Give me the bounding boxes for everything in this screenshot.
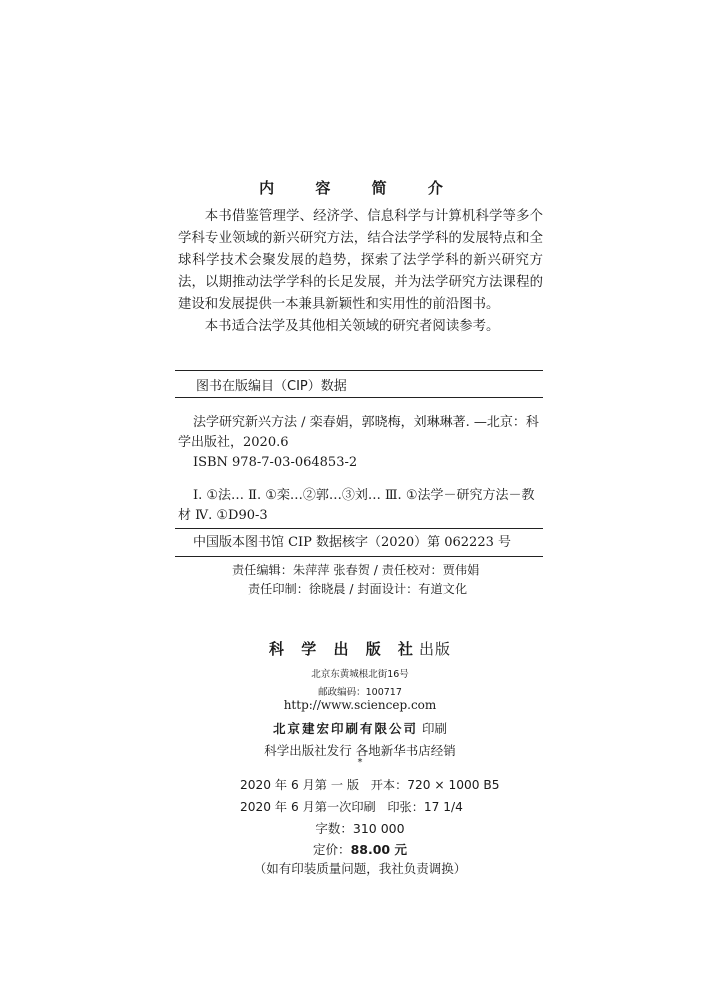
cip-isbn: ISBN 978-7-03-064853-2 <box>192 455 358 470</box>
printer-suffix: 印刷 <box>421 721 447 736</box>
printer-name: 北京建宏印刷有限公司 <box>272 721 418 736</box>
cip-bottom-rule <box>175 556 543 557</box>
edition-row <box>240 776 500 793</box>
publisher-suffix: 出版 <box>418 640 451 658</box>
edition-label: 2020 年 6 月第 一 版 <box>240 778 360 792</box>
intro-paragraph: 本书适合法学及其他相关领域的研究者阅读参考。 <box>204 319 500 334</box>
format-label: 开本：720 × 1000 B5 <box>370 778 500 792</box>
staff-line-production: 责任印制：徐晓晨 / 封面设计：有道文化 <box>248 582 468 596</box>
publisher-name: 科 学 出 版 社 <box>269 640 419 658</box>
price-label: 定价： <box>313 842 351 857</box>
publisher-url: http://www.sciencep.com <box>283 698 437 712</box>
cip-top-rule <box>175 370 543 371</box>
separator-star: * <box>357 757 363 768</box>
printer-line <box>0 719 720 737</box>
publisher-postcode: 邮政编码：100717 <box>318 687 402 698</box>
sheets-label: 印张：17 1/4 <box>387 800 463 814</box>
word-count: 字数：310 000 <box>315 821 405 836</box>
publisher-address: 北京东黄城根北街16号 <box>311 669 409 680</box>
cip-entry: 法学研究新兴方法 / 栾春娟，郭晓梅，刘琳琳著. —北京：科学出版社，2020.6 <box>178 415 539 450</box>
publisher-name-line <box>0 638 720 659</box>
distribution-line: 科学出版社发行 各地新华书店经销 <box>264 743 456 758</box>
cip-entry-block <box>178 413 543 473</box>
quality-notice: （如有印装质量问题，我社负责调换） <box>253 861 467 876</box>
price-value: 88.00 元 <box>350 842 407 857</box>
intro-paragraph: 本书借鉴管理学、经济学、信息科学与计算机科学等多个学科专业领域的新兴研究方法，结合法学学科的发展特点和全球科学技术会聚发展的趋势，探索了法学学科的新兴研究方法，以期推动法学学科的长足发展，并为法学研究方法课程的建设和发展提供一本兼具新颖性和实用性的前沿图书。 <box>178 209 543 312</box>
cip-class-rule <box>175 528 543 529</box>
staff-line-editors: 责任编辑：朱萍萍 张春贺 / 责任校对：贾伟娟 <box>232 563 480 577</box>
printing-row <box>240 798 500 815</box>
cip-approval: 中国版本图书馆 CIP 数据核字（2020）第 062223 号 <box>192 535 512 550</box>
price-line <box>0 840 720 858</box>
cip-approval-block <box>178 533 543 553</box>
intro-text <box>178 206 543 338</box>
cip-classification-block <box>178 486 543 526</box>
cip-classification: Ⅰ. ①法… Ⅱ. ①栾…②郭…③刘… Ⅲ. ①法学－研究方法－教材 Ⅳ. ①D90-3 <box>178 488 535 523</box>
printing-label: 2020 年 6 月第一次印刷 <box>240 800 376 814</box>
cip-heading-rule <box>175 397 543 398</box>
intro-title: 内 容 简 介 <box>259 179 461 197</box>
cip-heading: 图书在版编目（CIP）数据 <box>196 379 347 394</box>
